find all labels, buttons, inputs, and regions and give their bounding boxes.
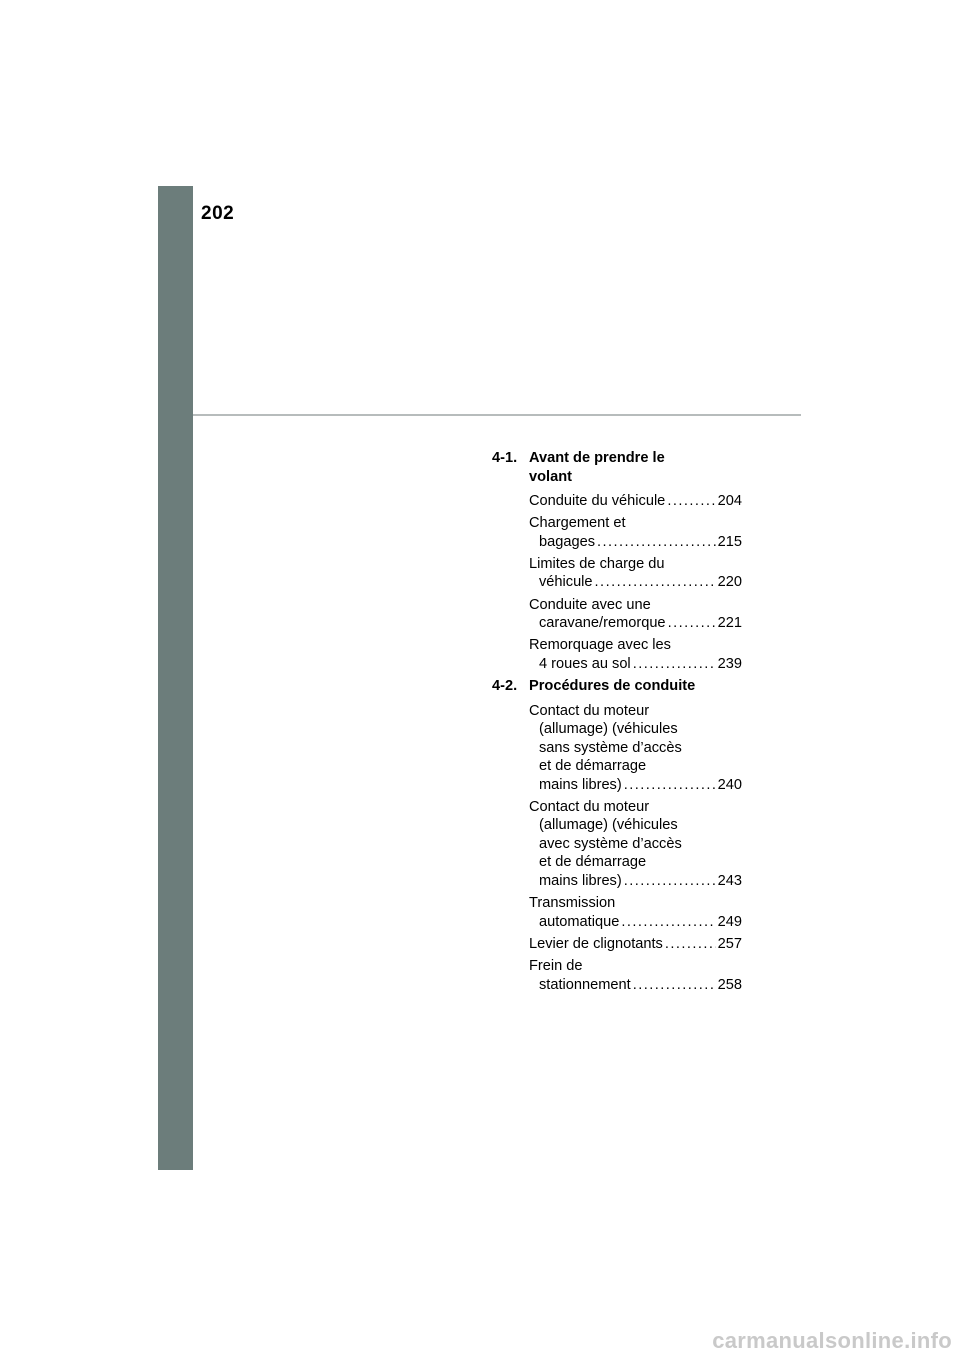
entry-page: 215 (717, 533, 742, 550)
section-title (529, 449, 742, 486)
page-number: 202 (201, 203, 235, 224)
entry-text: bagages (539, 533, 595, 550)
section-title-line: Avant de prendre le (529, 450, 665, 466)
entry-text: Contact du moteur (529, 702, 650, 719)
toc-entry[interactable] (529, 555, 742, 592)
section-heading (492, 677, 742, 696)
entry-text: 4 roues au sol (539, 655, 631, 672)
entry-text: Conduite avec une (529, 596, 651, 613)
dot-leader (621, 913, 715, 932)
entry-text: Levier de clignotants (529, 935, 663, 952)
divider (193, 414, 801, 416)
entry-page: 204 (717, 493, 742, 509)
watermark: carmanualsonline.info (712, 1328, 952, 1353)
entry-page: 239 (717, 655, 742, 672)
entry-page: 249 (717, 913, 742, 930)
toc-entry[interactable] (529, 596, 742, 633)
entry-page: 220 (717, 574, 742, 591)
toc-entry[interactable] (529, 894, 742, 931)
entry-text: Frein de (529, 958, 583, 974)
entry-text: automatique (539, 913, 620, 930)
dot-leader (665, 935, 716, 954)
toc-entry[interactable] (529, 798, 742, 891)
toc-entry[interactable] (529, 492, 742, 511)
entry-text: stationnement (539, 976, 631, 993)
dot-leader (633, 976, 716, 995)
dot-leader (633, 655, 716, 674)
dot-leader (597, 533, 716, 552)
entry-text: Contact du moteur (529, 798, 650, 815)
entry-text: avec système d’accès (539, 835, 682, 852)
entry-page: 240 (717, 776, 742, 793)
section-number: 4-2. (492, 678, 518, 695)
section-title-line: Procédures de conduite (529, 678, 696, 695)
entry-text: Conduite du véhicule (529, 493, 666, 509)
entry-text: (allumage) (véhicules (539, 817, 678, 834)
entry-text: Transmission (529, 895, 616, 912)
section-title (529, 677, 742, 696)
section-heading (492, 449, 742, 486)
dot-leader (595, 573, 716, 592)
dot-leader (624, 872, 716, 891)
toc-entry[interactable] (529, 702, 742, 795)
dot-leader (667, 492, 715, 511)
table-of-contents (492, 449, 742, 998)
entry-text: et de démarrage (539, 854, 647, 871)
toc-entry[interactable] (529, 957, 742, 994)
entry-text: Remorquage avec les (529, 637, 671, 654)
entry-text: véhicule (539, 574, 593, 591)
entry-text: mains libres) (539, 872, 622, 889)
section-title-line: volant (529, 468, 572, 485)
dot-leader (624, 776, 716, 795)
entry-page: 243 (717, 872, 742, 889)
dot-leader (668, 614, 716, 633)
side-bar (158, 186, 193, 1170)
entry-text: Limites de charge du (529, 555, 665, 572)
entry-text: (allumage) (véhicules (539, 721, 678, 738)
toc-entry[interactable] (529, 636, 742, 673)
toc-section (492, 677, 742, 994)
toc-section (492, 449, 742, 673)
entry-text: sans système d’accès (539, 739, 682, 756)
entry-text: et de démarrage (539, 758, 647, 775)
toc-entry[interactable] (529, 514, 742, 551)
section-number: 4-1. (492, 450, 518, 466)
entry-page: 221 (717, 615, 742, 632)
entry-text: Chargement et (529, 515, 626, 532)
entry-text: mains libres) (539, 776, 622, 793)
toc-entry[interactable] (529, 935, 742, 954)
entry-text: caravane/remorque (539, 615, 666, 632)
entry-page: 258 (717, 976, 742, 993)
entry-page: 257 (717, 935, 742, 952)
